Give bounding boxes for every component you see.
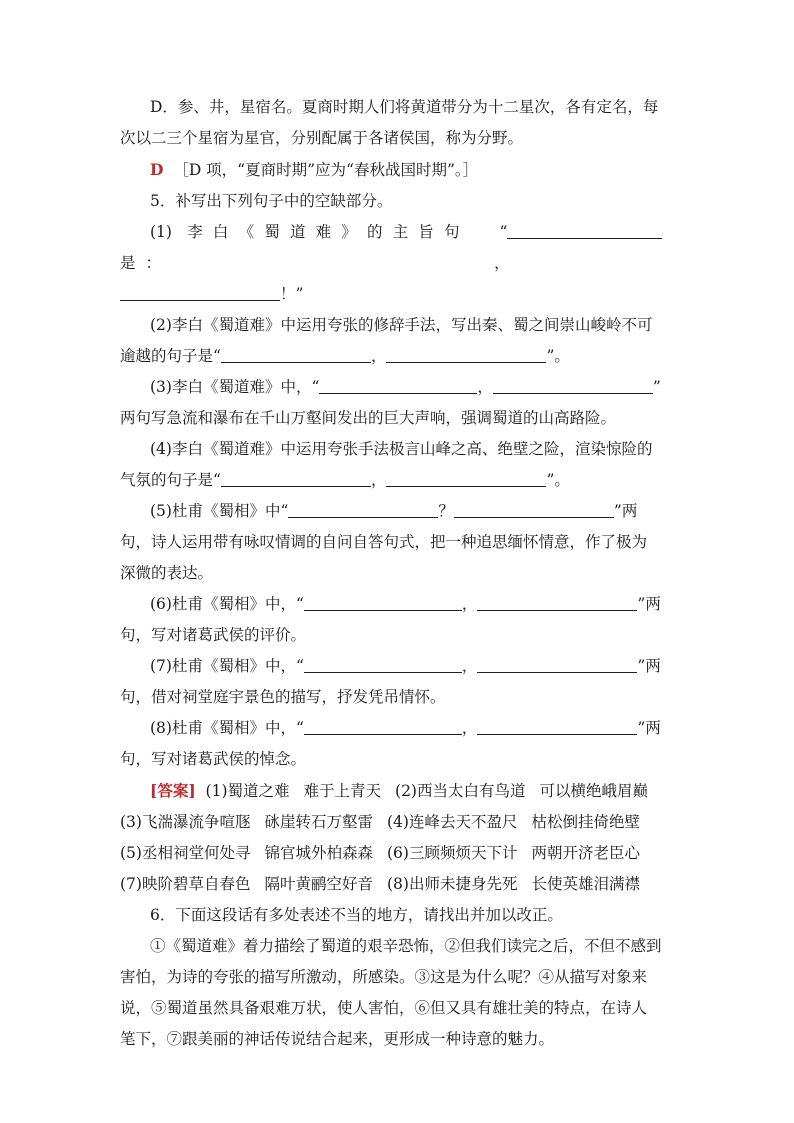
q5-item3-line1: (3)李白《蜀道难》中，“ ， ” [120,372,674,403]
answer-row [120,807,674,838]
q6-line3: 说，⑤蜀道虽然具备艰难万状，使人害怕，⑥但又具有雄壮美的特点，在诗人 [120,999,648,1017]
q5-item8-line2: 句，写对诸葛武侯的悼念。 [120,750,307,768]
q6-line4: 笔下，⑦跟美丽的神话传说结合起来，更形成一种诗意的魅力。 [120,1030,555,1048]
q5-item6-line2: 句，写对诸葛武侯的评价。 [120,626,307,644]
answer-item: (4)连峰去天不盈尺 [386,813,518,831]
answer-explanation: ［D 项，“夏商时期”应为“春秋战国时期”。］ [173,161,479,179]
q5-item4-line1: (4)李白《蜀道难》中运用夸张手法极言山峰之高、绝壁之险，渲染惊险的 [150,440,653,458]
q5-item6-line1: (6)杜甫《蜀相》中，“ ， ”两 [120,589,674,620]
q5-item1-blank-a-wrap: “ ， [469,217,674,279]
fill-blank[interactable] [304,590,462,611]
fill-blank[interactable] [319,373,477,394]
answer-item: 长使英雄泪满襟 [531,875,640,893]
fill-blank[interactable] [221,342,371,363]
fill-blank[interactable] [304,652,462,673]
q5-item5-line2: 句，诗人运用带有咏叹情调的自问自答句式，把一种追思缅怀情意，作了极为 [120,533,648,551]
fill-blank[interactable] [386,342,546,363]
answer-item: 枯松倒挂倚绝壁 [531,813,640,831]
fill-blank[interactable] [304,714,462,735]
q5-item5-line3: 深微的表达。 [120,564,214,582]
answer-item: (6)三顾频烦天下计 [386,844,518,862]
q5-item1-prompt: (1) 李白《蜀道难》的主旨句是： [120,223,470,272]
answer-label: [答案] [150,781,196,800]
fill-blank[interactable] [493,373,653,394]
fill-blank[interactable] [120,280,280,301]
fill-blank[interactable] [288,497,438,518]
answer-row [120,838,674,869]
fill-blank[interactable] [454,497,614,518]
q4-answer [120,154,674,186]
q5-stem: 5．补写出下列句子中的空缺部分。 [150,192,393,210]
fill-blank[interactable] [221,466,371,487]
q5-item7-line2: 句，借对祠堂庭宇景色的描写，抒发凭吊情怀。 [120,688,446,706]
q5-item5-line1: (5)杜甫《蜀相》中“ ？ ”两 [120,496,674,527]
answer-item: 隔叶黄鹂空好音 [264,875,373,893]
q5-item2-line2: 逾越的句子是“ ， ”。 [120,341,674,372]
q6-stem: 6．下面这段话有多处表述不当的地方，请找出并加以改正。 [150,906,563,924]
q5-item1-line1 [120,217,674,279]
answer-item: (1)蜀道之难 [205,782,290,800]
answer-item: 砯崖转石万壑雷 [264,813,373,831]
answer-item: 两朝开济老臣心 [531,844,640,862]
option-d-line2: 次以二三个星宿为星官，分别配属于各诸侯国，称为分野。 [120,129,524,147]
fill-blank[interactable] [507,218,662,239]
q5-item2-line1: (2)李白《蜀道难》中运用夸张的修辞手法，写出秦、蜀之间崇山峻岭不可 [150,316,653,334]
answer-item: 难于上青天 [303,782,382,800]
answer-item: (7)映阶碧草自春色 [120,875,251,893]
q5-item8-line1: (8)杜甫《蜀相》中，“ ， ”两 [120,713,674,744]
answer-item: 锦官城外柏森森 [264,844,373,862]
fill-blank[interactable] [477,652,637,673]
q5-item3-line2: 两句写急流和瀑布在千山万壑间发出的巨大声响，强调蜀道的山高路险。 [120,409,617,427]
q5-item7-line1: (7)杜甫《蜀相》中，“ ， ”两 [120,651,674,682]
answer-item: (5)丞相祠堂何处寻 [120,844,251,862]
option-d-line1: D．参、井，星宿名。夏商时期人们将黄道带分为十二星次，各有定名，每 [150,98,659,116]
answer-item: 可以横绝峨眉巅 [539,782,648,800]
fill-blank[interactable] [477,714,637,735]
answer-item: (2)西当太白有鸟道 [395,782,526,800]
answer-item: (8)出师未捷身先死 [386,875,518,893]
fill-blank[interactable] [477,590,637,611]
answer-letter: D [150,160,164,179]
q6-line2: 害怕，为诗的夸张的描写所激动，所感染。③这是为什么呢？④从描写对象来 [120,968,648,986]
q5-item4-line2: 气氛的句子是“ ， ”。 [120,465,674,496]
fill-blank[interactable] [386,466,546,487]
answer-row [120,869,674,900]
q6-line1: ①《蜀道难》着力描绘了蜀道的艰辛恐怖，②但我们读完之后，不但不感到 [150,937,662,955]
answer-item: (3)飞湍瀑流争喧豗 [120,813,251,831]
answer-row [120,775,674,807]
q5-item1-line2: ！” [120,279,674,310]
document-body [120,92,674,1055]
